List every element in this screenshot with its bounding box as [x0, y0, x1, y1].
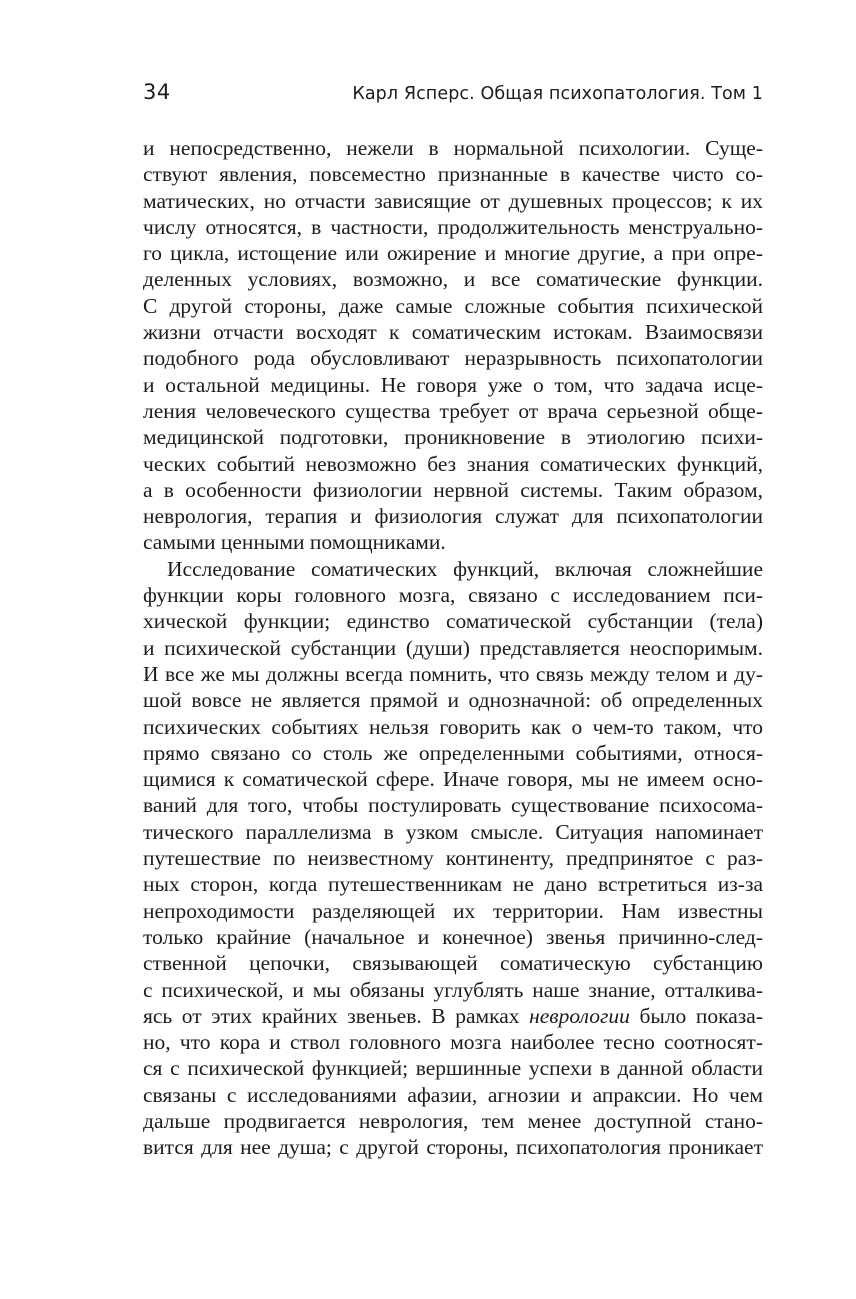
text-line: и непосредственно, нежели в нормальной психологии. Суще- — [143, 136, 763, 160]
text-line: и остальной медицины. Не говоря уже о том, что задача исце- — [143, 372, 763, 397]
text-line: го цикла, истощение или ожирение и многие другие, а при опре- — [143, 241, 763, 266]
text-line: только крайние (начальное и конечное) звенья причинно-след- — [143, 924, 763, 949]
text-line: неврология, терапия и физиология служат для психопатологии — [143, 504, 763, 529]
page-number: 34 — [143, 80, 171, 104]
text-line: подобного рода обусловливают неразрывность психопатологии — [143, 346, 763, 371]
text-line: тического параллелизма в узком смысле. Ситуация напоминает — [143, 819, 763, 844]
text-line: ваний для того, чтобы постулировать существование психосома- — [143, 793, 763, 818]
text-line: ся с психической функцией; вершинные успехи в данной области — [143, 1056, 763, 1081]
text-line: И все же мы должны всегда помнить, что связь между телом и ду- — [143, 661, 763, 686]
text-line: деленных условиях, возможно, и все соматические функции. — [143, 267, 763, 292]
text-line: ления человеческого существа требует от врача серьезной обще- — [143, 398, 763, 423]
text-line: хической функции; единство соматической субстанции (тела) — [143, 609, 763, 634]
paragraph-1 — [143, 135, 763, 556]
text-line: С другой стороны, даже самые сложные события психической — [143, 293, 763, 318]
text-line: жизни отчасти восходят к соматическим истокам. Взаимосвязи — [143, 320, 763, 345]
text-line: ных сторон, когда путешественникам не дано встретиться из-за — [143, 872, 763, 897]
text-line: ствуют явления, повсеместно признанные в качестве чисто со- — [143, 162, 763, 187]
text-line: щимися к соматической сфере. Иначе говоря, мы не имеем осно- — [143, 767, 763, 792]
line-end: было показа- — [629, 1003, 763, 1028]
text-line: прямо связано со столь же определенными событиями, относя- — [143, 740, 763, 765]
text-line: самыми ценными помощниками. — [143, 530, 446, 555]
text-line: связаны с исследованиями афазии, агнозии и апраксии. Но чем — [143, 1082, 763, 1107]
text-line: числу относятся, в частности, продолжительность менструально- — [143, 214, 763, 239]
text-line: а в особенности физиологии нервной системы. Таким образом, — [143, 477, 763, 502]
text-line: и психической субстанции (души) представляется неоспоримым. — [143, 635, 763, 660]
line-start: ясь от этих крайних звеньев. В рамках — [143, 1003, 530, 1028]
text-line: путешествие по неизвестному континенту, предпринятое с раз- — [143, 846, 763, 871]
text-line: но, что кора и ствол головного мозга наиболее тесно соотносят- — [143, 1030, 763, 1055]
text-line: дальше продвигается неврология, тем менее доступной стано- — [143, 1108, 763, 1133]
text-line: медицинской подготовки, проникновение в этиологию психи- — [143, 425, 763, 450]
paragraph-2 — [143, 556, 763, 1161]
text-line: вится для нее душа; с другой стороны, психопатология проникает — [143, 1135, 763, 1160]
book-title: Карл Ясперс. Общая психопатология. Том 1 — [352, 84, 763, 104]
text-line-with-emphasis — [143, 1003, 763, 1029]
text-line: Исследование соматических функций, включая сложнейшие — [167, 556, 763, 581]
text-body — [143, 135, 763, 1161]
text-line: непроходимости разделяющей их территории. Нам известны — [143, 898, 763, 923]
text-line: функции коры головного мозга, связано с исследованием пси- — [143, 583, 763, 608]
text-line: психических событиях нельзя говорить как о чем-то таком, что — [143, 714, 763, 739]
emphasis-term: неврологии — [529, 1003, 630, 1028]
text-line: с психической, и мы обязаны углублять наше знание, отталкива- — [143, 977, 763, 1002]
text-line: ственной цепочки, связывающей соматическую субстанцию — [143, 951, 763, 976]
text-line: матических, но отчасти зависящие от душевных процессов; к их — [143, 188, 763, 213]
running-head — [143, 80, 763, 108]
text-line: шой вовсе не является прямой и однозначной: об определенных — [143, 688, 763, 713]
text-line: ческих событий невозможно без знания соматических функций, — [143, 451, 763, 476]
